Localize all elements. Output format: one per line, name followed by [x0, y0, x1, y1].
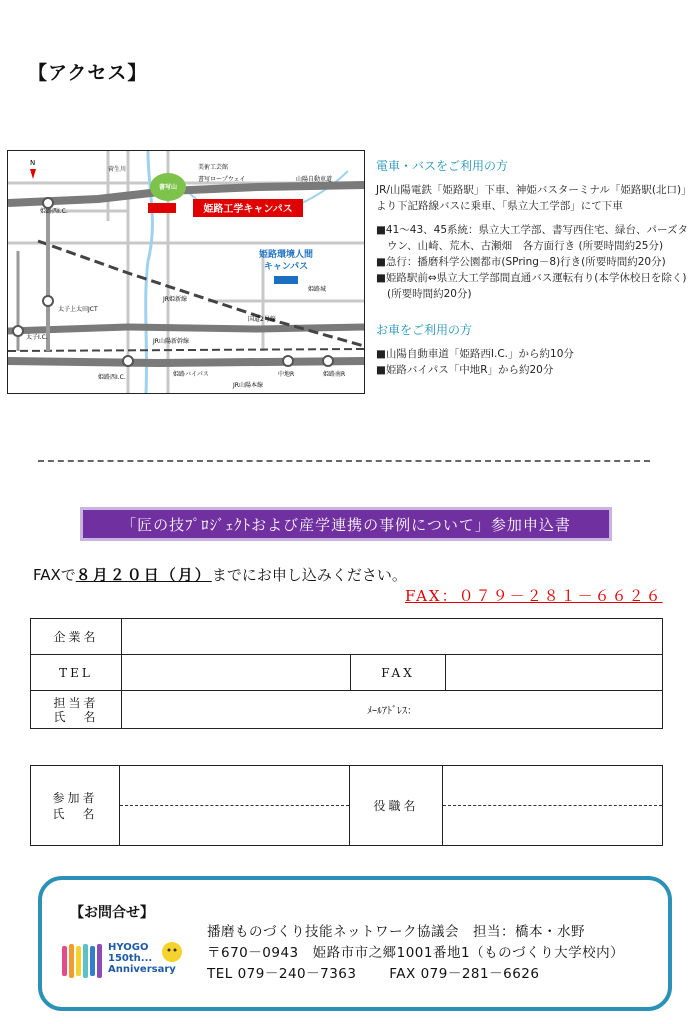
- map-label-jr-sanyo-shinkansen: JR山陽新幹線: [153, 338, 189, 345]
- access-map: [7, 150, 365, 394]
- bus-route-2: ■急行：播磨科学公園都市(SPring－8)行き(所要時間約20分): [376, 256, 666, 268]
- map-label-sanyo-exp: 山陽自動車道: [296, 176, 333, 183]
- logo-text-2: 150th...: [108, 953, 153, 964]
- logo-text-3: Anniversary: [108, 964, 176, 975]
- map-label-env-campus-2: キャンパス: [263, 262, 309, 272]
- person-label: 担当者 氏 名: [31, 691, 122, 729]
- contact-box: [38, 876, 672, 1011]
- position-divider: [443, 805, 662, 806]
- position-label: 役職名: [350, 766, 443, 846]
- fax-field[interactable]: [446, 655, 663, 691]
- car-route-1: ■山陽自動車道「姫路西I.C.」から約10分: [376, 348, 574, 360]
- bus-route-3: ■姫路駅前⇔県立大工学部間直通バス運転有り(本学休校日を除く)(所要時間約20分): [376, 272, 687, 300]
- train-title: 電車・バスをご利用の方: [376, 159, 509, 173]
- participant-label: 参加者 氏 名: [31, 766, 120, 846]
- mascot-icon: [160, 940, 184, 964]
- contact-lines: [207, 922, 624, 985]
- map-label-env-campus-1: 姫路環境人間: [258, 250, 314, 260]
- map-label-himeji-nishi: 姫路西I.C.: [40, 208, 68, 215]
- participant-form: [30, 765, 663, 846]
- email-label: ﾒｰﾙｱﾄﾞﾚｽ：: [367, 706, 417, 717]
- fax-instruction: [33, 564, 407, 585]
- access-info: [376, 158, 688, 378]
- hyogo-150-logo: [60, 940, 186, 984]
- logo-text-1: HYOGO: [108, 942, 149, 953]
- map-label-himeji-nishi-ic: 姫路西I.C.: [98, 374, 126, 381]
- participant-divider: [120, 805, 349, 806]
- map-label-kanjo: 菅生川: [108, 166, 127, 173]
- map-label-jr-sanyo: JR山陽本線: [233, 382, 263, 389]
- company-label: 企業名: [31, 619, 122, 655]
- company-form: [30, 618, 663, 729]
- car-route-2: ■姫路バイパス「中地R」から約20分: [376, 364, 554, 376]
- contact-line-2: 〒670－0943 姫路市市之郷1001番地1（ものづくり大学校内）: [207, 945, 625, 961]
- fax-number: FAX：０７９－２８１－６６２６: [405, 587, 663, 605]
- map-label-engineering-campus: 姫路工学キャンパス: [203, 204, 293, 215]
- participant-field[interactable]: [120, 766, 350, 846]
- page-heading: 【アクセス】: [28, 62, 148, 84]
- map-label-ropeway: 書写ロープウェイ: [198, 176, 246, 183]
- map-label-bypass: 姫路バイパス: [173, 371, 209, 378]
- train-desc: JR/山陽電鉄「姫路駅」下車、神姫バスターミナル「姫路駅(北口)」より下記路線バスに乗車、「県立大工学部」にて下車: [376, 184, 687, 212]
- cut-line: [38, 460, 650, 462]
- map-label-shoshazan: 書写山: [158, 184, 178, 191]
- company-field[interactable]: [122, 619, 663, 655]
- car-title: お車をご利用の方: [376, 323, 473, 337]
- map-label-nakachi: 中地R: [278, 371, 295, 378]
- fax-prefix: FAXで: [33, 566, 76, 584]
- map-label-taishi: 太子I.C.: [26, 334, 48, 341]
- map-label-route2: 国道2号線: [248, 316, 276, 323]
- map-label-museum: 美術工芸館: [198, 164, 229, 171]
- fax-suffix: までにお申し込みください。: [211, 566, 407, 584]
- contact-line-1: 播磨ものづくり技能ネットワーク協議会 担当：橋本・水野: [207, 924, 585, 940]
- deadline-date: ８月２０日（月）: [75, 566, 212, 584]
- map-label-himeji-castle: 姫路城: [308, 286, 327, 293]
- position-field[interactable]: [443, 766, 663, 846]
- contact-line-3: TEL 079－240－7363 FAX 079－281－6626: [207, 966, 540, 982]
- form-banner: 「匠の技ﾌﾟﾛｼﾞｪｸﾄおよび産学連携の事例について」参加申込書: [80, 507, 612, 541]
- map-label-himeji-minami: 姫路南R: [323, 371, 346, 378]
- person-field[interactable]: [122, 691, 663, 729]
- fax-label: FAX: [351, 655, 446, 691]
- north-arrow-icon: [30, 169, 36, 179]
- tel-label: TEL: [31, 655, 122, 691]
- map-north: N: [30, 159, 36, 167]
- logo-stripes-icon: [60, 940, 106, 984]
- map-label-jr-kishin: JR姫新線: [163, 296, 187, 303]
- contact-title: 【お問合せ】: [70, 905, 154, 921]
- tel-field[interactable]: [122, 655, 351, 691]
- bus-route-1: ■41～43、45系統：県立大工学部、書写西住宅、緑台、パーズタウン、山崎、荒木、古瀬畑 各方面行き (所要時間約25分): [376, 224, 688, 252]
- map-label-taishi-jct: 太子上太田JCT: [58, 306, 98, 313]
